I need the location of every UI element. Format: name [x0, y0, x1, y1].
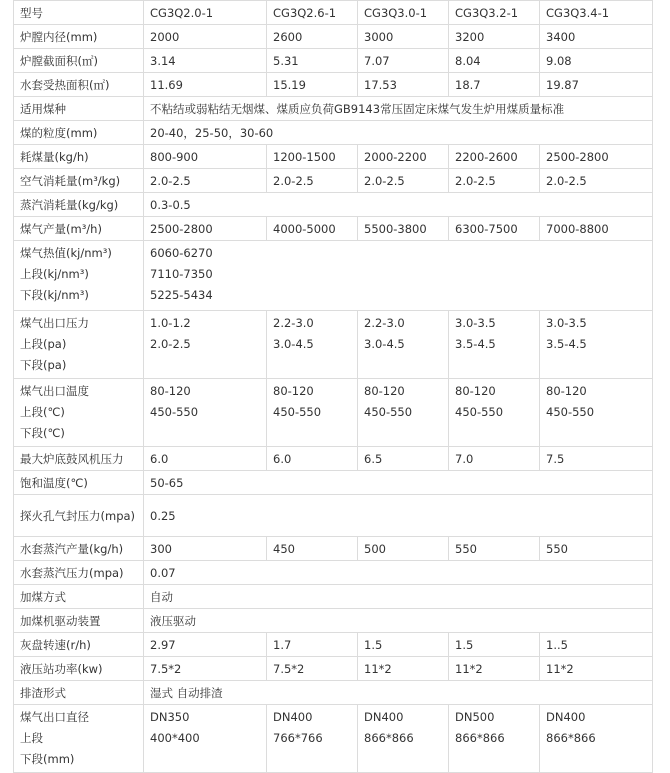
- value-cell: [540, 705, 653, 773]
- value-cell: 2.0-2.5: [540, 169, 653, 193]
- spec-table: [13, 0, 653, 773]
- row-label-cell: [14, 241, 144, 311]
- cell-line: 3.0-3.5: [455, 316, 496, 330]
- value-cell: 15.19: [267, 73, 358, 97]
- cell-line: 450-550: [150, 405, 199, 419]
- table-row: [14, 121, 653, 145]
- cell-line: 上段(pa): [20, 337, 67, 351]
- cell-line: 80-120: [150, 384, 191, 398]
- value-cell: 0.3-0.5: [144, 193, 653, 217]
- cell-line: 2.2-3.0: [364, 316, 405, 330]
- value-cell: 2500-2800: [144, 217, 267, 241]
- value-cell: 2600: [267, 25, 358, 49]
- value-cell: [267, 379, 358, 447]
- row-label-cell: 灰盘转速(r/h): [14, 633, 144, 657]
- value-cell: 11*2: [540, 657, 653, 681]
- table-row: [14, 217, 653, 241]
- row-label-cell: [14, 705, 144, 773]
- value-cell: 450: [267, 537, 358, 561]
- cell-line: 煤气出口压力: [20, 316, 89, 330]
- table-row: [14, 311, 653, 379]
- value-cell: [449, 705, 540, 773]
- table-row: [14, 537, 653, 561]
- value-cell: 2.0-2.5: [358, 169, 449, 193]
- value-cell: 1.5: [449, 633, 540, 657]
- value-cell: 自动: [144, 585, 653, 609]
- cell-line: 866*866: [364, 731, 414, 745]
- table-row: [14, 73, 653, 97]
- cell-line: 煤气热值(kj/nm³): [20, 246, 112, 260]
- row-label-cell: 炉膛截面积(㎡): [14, 49, 144, 73]
- row-label-cell: 水套蒸汽产量(kg/h): [14, 537, 144, 561]
- cell-line: DN400: [364, 710, 404, 724]
- value-cell: 3400: [540, 25, 653, 49]
- row-label-cell: 探火孔气封压力(mpa): [14, 495, 144, 537]
- value-cell: 1.7: [267, 633, 358, 657]
- table-row: [14, 241, 653, 311]
- cell-line: 煤气出口直径: [20, 710, 89, 724]
- table-row: [14, 169, 653, 193]
- table-row: [14, 681, 653, 705]
- table-row: [14, 97, 653, 121]
- row-label-cell: [14, 379, 144, 447]
- value-cell: 18.7: [449, 73, 540, 97]
- value-cell: [540, 379, 653, 447]
- value-cell: 1.5: [358, 633, 449, 657]
- cell-line: DN500: [455, 710, 495, 724]
- value-cell: CG3Q3.4-1: [540, 1, 653, 25]
- cell-line: 下段(kj/nm³): [20, 288, 89, 302]
- value-cell: 6.0: [267, 447, 358, 471]
- value-cell: 550: [449, 537, 540, 561]
- value-cell: 2.0-2.5: [267, 169, 358, 193]
- row-label-cell: 煤气产量(m³/h): [14, 217, 144, 241]
- row-label-cell: 型号: [14, 1, 144, 25]
- table-row: [14, 705, 653, 773]
- cell-line: DN350: [150, 710, 190, 724]
- cell-line: 80-120: [273, 384, 314, 398]
- cell-line: 80-120: [455, 384, 496, 398]
- value-cell: 5500-3800: [358, 217, 449, 241]
- value-cell: 7.0: [449, 447, 540, 471]
- cell-line: 866*866: [546, 731, 596, 745]
- row-label-cell: 煤的粒度(mm): [14, 121, 144, 145]
- row-label-cell: 排渣形式: [14, 681, 144, 705]
- value-cell: 11*2: [449, 657, 540, 681]
- value-cell: [144, 241, 653, 311]
- value-cell: 液压驱动: [144, 609, 653, 633]
- value-cell: 2200-2600: [449, 145, 540, 169]
- value-cell: 500: [358, 537, 449, 561]
- cell-line: 866*866: [455, 731, 505, 745]
- value-cell: 2.97: [144, 633, 267, 657]
- value-cell: 550: [540, 537, 653, 561]
- table-row: [14, 585, 653, 609]
- row-label-cell: 空气消耗量(m³/kg): [14, 169, 144, 193]
- table-row: [14, 49, 653, 73]
- value-cell: CG3Q3.0-1: [358, 1, 449, 25]
- cell-line: 煤气出口温度: [20, 384, 89, 398]
- cell-line: 3.0-4.5: [364, 337, 405, 351]
- cell-line: 400*400: [150, 731, 200, 745]
- table-row: [14, 379, 653, 447]
- value-cell: CG3Q2.6-1: [267, 1, 358, 25]
- value-cell: 11*2: [358, 657, 449, 681]
- value-cell: [449, 311, 540, 379]
- value-cell: 19.87: [540, 73, 653, 97]
- table-row: [14, 25, 653, 49]
- value-cell: 0.07: [144, 561, 653, 585]
- value-cell: [358, 379, 449, 447]
- value-cell: 17.53: [358, 73, 449, 97]
- table-row: [14, 447, 653, 471]
- row-label-cell: 加煤机驱动装置: [14, 609, 144, 633]
- cell-line: 6060-6270: [150, 246, 213, 260]
- value-cell: 2000-2200: [358, 145, 449, 169]
- cell-line: 450-550: [364, 405, 413, 419]
- value-cell: [144, 705, 267, 773]
- value-cell: 50-65: [144, 471, 653, 495]
- table-row: [14, 633, 653, 657]
- row-label-cell: [14, 311, 144, 379]
- cell-line: 450-550: [273, 405, 322, 419]
- row-label-cell: 炉膛内径(mm): [14, 25, 144, 49]
- table-row: [14, 561, 653, 585]
- cell-line: 7110-7350: [150, 267, 213, 281]
- row-label-cell: 加煤方式: [14, 585, 144, 609]
- row-label-cell: 耗煤量(kg/h): [14, 145, 144, 169]
- cell-line: 80-120: [364, 384, 405, 398]
- value-cell: [449, 379, 540, 447]
- value-cell: 20-40，25-50，30-60: [144, 121, 653, 145]
- value-cell: 6300-7500: [449, 217, 540, 241]
- value-cell: [540, 311, 653, 379]
- row-label-cell: 饱和温度(℃): [14, 471, 144, 495]
- value-cell: 3.14: [144, 49, 267, 73]
- cell-line: 1.0-1.2: [150, 316, 191, 330]
- value-cell: [144, 379, 267, 447]
- cell-line: 下段(mm): [20, 752, 75, 766]
- value-cell: 7.5: [540, 447, 653, 471]
- cell-line: 2.0-2.5: [150, 337, 191, 351]
- value-cell: CG3Q3.2-1: [449, 1, 540, 25]
- value-cell: 4000-5000: [267, 217, 358, 241]
- value-cell: CG3Q2.0-1: [144, 1, 267, 25]
- cell-line: 上段: [20, 731, 43, 745]
- cell-line: 下段(pa): [20, 358, 67, 372]
- spec-table-body: [14, 1, 653, 773]
- cell-line: 3.0-4.5: [273, 337, 314, 351]
- value-cell: 6.5: [358, 447, 449, 471]
- row-label-cell: 最大炉底鼓风机压力: [14, 447, 144, 471]
- value-cell: 9.08: [540, 49, 653, 73]
- value-cell: 5.31: [267, 49, 358, 73]
- value-cell: 2.0-2.5: [449, 169, 540, 193]
- table-row: [14, 609, 653, 633]
- table-row: [14, 495, 653, 537]
- cell-line: 3.5-4.5: [455, 337, 496, 351]
- cell-line: 450-550: [455, 405, 504, 419]
- value-cell: [358, 311, 449, 379]
- value-cell: 7.07: [358, 49, 449, 73]
- value-cell: 2500-2800: [540, 145, 653, 169]
- cell-line: 3.0-3.5: [546, 316, 587, 330]
- value-cell: 7.5*2: [267, 657, 358, 681]
- table-row: [14, 1, 653, 25]
- value-cell: [144, 311, 267, 379]
- table-row: [14, 193, 653, 217]
- value-cell: 800-900: [144, 145, 267, 169]
- cell-line: 80-120: [546, 384, 587, 398]
- cell-line: 5225-5434: [150, 288, 213, 302]
- table-row: [14, 471, 653, 495]
- value-cell: 不粘结或弱粘结无烟煤、煤质应负荷GB9143常压固定床煤气发生炉用煤质量标准: [144, 97, 653, 121]
- value-cell: 6.0: [144, 447, 267, 471]
- value-cell: 300: [144, 537, 267, 561]
- row-label-cell: 水套受热面积(㎡): [14, 73, 144, 97]
- table-row: [14, 145, 653, 169]
- cell-line: 766*766: [273, 731, 323, 745]
- value-cell: 7000-8800: [540, 217, 653, 241]
- value-cell: 8.04: [449, 49, 540, 73]
- value-cell: 湿式 自动排渣: [144, 681, 653, 705]
- value-cell: 11.69: [144, 73, 267, 97]
- value-cell: 1..5: [540, 633, 653, 657]
- row-label-cell: 水套蒸汽压力(mpa): [14, 561, 144, 585]
- value-cell: [267, 705, 358, 773]
- cell-line: DN400: [273, 710, 313, 724]
- table-row: [14, 657, 653, 681]
- cell-line: 上段(kj/nm³): [20, 267, 89, 281]
- value-cell: 3200: [449, 25, 540, 49]
- value-cell: 1200-1500: [267, 145, 358, 169]
- row-label-cell: 液压站功率(kw): [14, 657, 144, 681]
- cell-line: 3.5-4.5: [546, 337, 587, 351]
- value-cell: 0.25: [144, 495, 653, 537]
- cell-line: 上段(℃): [20, 405, 65, 419]
- cell-line: DN400: [546, 710, 586, 724]
- cell-line: 下段(℃): [20, 426, 65, 440]
- value-cell: [267, 311, 358, 379]
- value-cell: 3000: [358, 25, 449, 49]
- cell-line: 2.2-3.0: [273, 316, 314, 330]
- cell-line: 450-550: [546, 405, 595, 419]
- row-label-cell: 适用煤种: [14, 97, 144, 121]
- row-label-cell: 蒸汽消耗量(kg/kg): [14, 193, 144, 217]
- value-cell: 2000: [144, 25, 267, 49]
- value-cell: 7.5*2: [144, 657, 267, 681]
- value-cell: [358, 705, 449, 773]
- value-cell: 2.0-2.5: [144, 169, 267, 193]
